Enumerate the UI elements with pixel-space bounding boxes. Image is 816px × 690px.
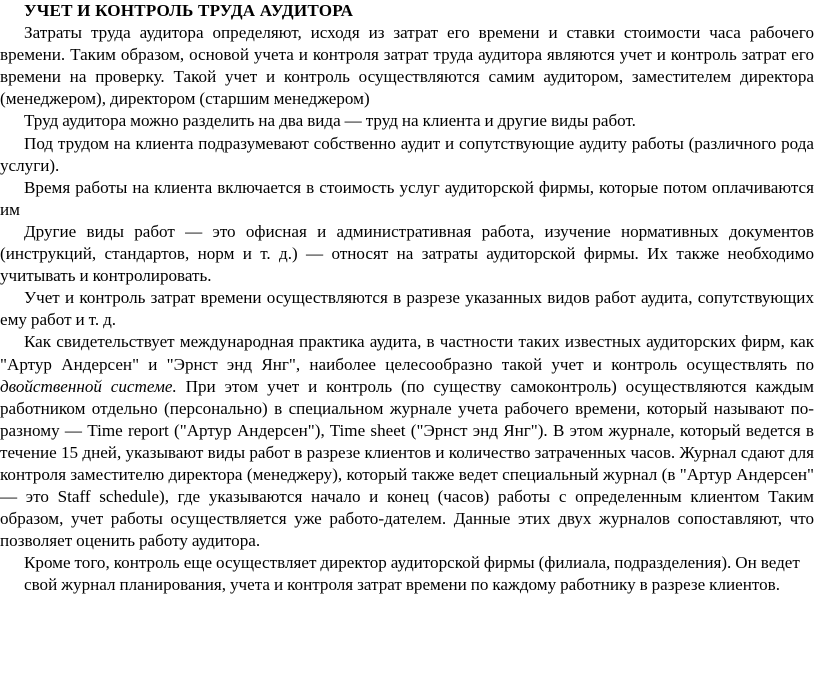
paragraph-director-journal: свой журнал планирования, учета и контроля затрат времени по каждому работнику в разрезе клиентов. bbox=[24, 575, 781, 595]
practice-text-emphasis: двойственной системе. bbox=[0, 376, 177, 396]
document-title: УЧЕТ И КОНТРОЛЬ ТРУДА АУДИТОРА bbox=[24, 1, 354, 20]
paragraph-client-work: Под трудом на клиента подразумевают собственно аудит и сопутствующие аудиту работы (различного рода услуги). bbox=[0, 133, 814, 175]
paragraph-international-practice bbox=[0, 331, 814, 552]
paragraph-labor-costs: Затраты труда аудитора определяют, исходя из затрат его времени и ставки стоимости часа рабочего времени. Таким образом, основой учета и контроля затрат труда аудитора являются учет и контроль затрат его времени на проверку. Такой учет и контроль осуществляются самим аудитором, заместителем директора (менеджером), директором (старшим менеджером) bbox=[0, 23, 814, 109]
paragraph-director-control: Кроме того, контроль еще осуществляет директор аудиторской фирмы (филиала, подразделения). Он ведет bbox=[24, 553, 800, 573]
practice-text-after: При этом учет и контроль (по существу самоконтроль) осуществляются каждым работником отдельно (персонально) в специальном журнале учета рабочего времени, который называют по-разному — Time report ("Артур Андерсен"), Time sheet ("Эрнст энд Янг"). В этом журнале, который ведется в течение 15 дней, указывают виды работ в разрезе клиентов и количество затраченных часов. Журнал сдают для контроля заместителю директора (менеджеру), который также ведет специальный журнал (в "Артур Андерсен" — это Staff schedule), где указываются начало и конец (часов) работы с определенным клиентом Таким образом, учет работы осуществляется уже работо-дателем. Данные этих двух журналов сопоставляют, что позволяет оценить работу аудитора. bbox=[0, 376, 814, 551]
paragraph-time-accounting: Учет и контроль затрат времени осуществляются в разрезе указанных видов работ аудита, сопутствующих ему работ и т. д. bbox=[0, 288, 814, 330]
practice-text-before: Как свидетельствует международная практика аудита, в частности таких известных аудиторских фирм, как "Артур Андерсен" и "Эрнст энд Янг", наиболее целесообразно такой учет и контроль осуществлять по bbox=[0, 332, 814, 374]
paragraph-client-time: Время работы на клиента включается в стоимость услуг аудиторской фирмы, которые потом оплачиваются им bbox=[0, 177, 814, 219]
paragraph-labor-types: Труд аудитора можно разделить на два вида — труд на клиента и другие виды работ. bbox=[24, 111, 636, 131]
paragraph-other-work: Другие виды работ — это офисная и административная работа, изучение нормативных документов (инструкций, стандартов, норм и т. д.) — относят на затраты аудиторской фирмы. Их также необходимо учитывать и контролировать. bbox=[0, 221, 814, 286]
